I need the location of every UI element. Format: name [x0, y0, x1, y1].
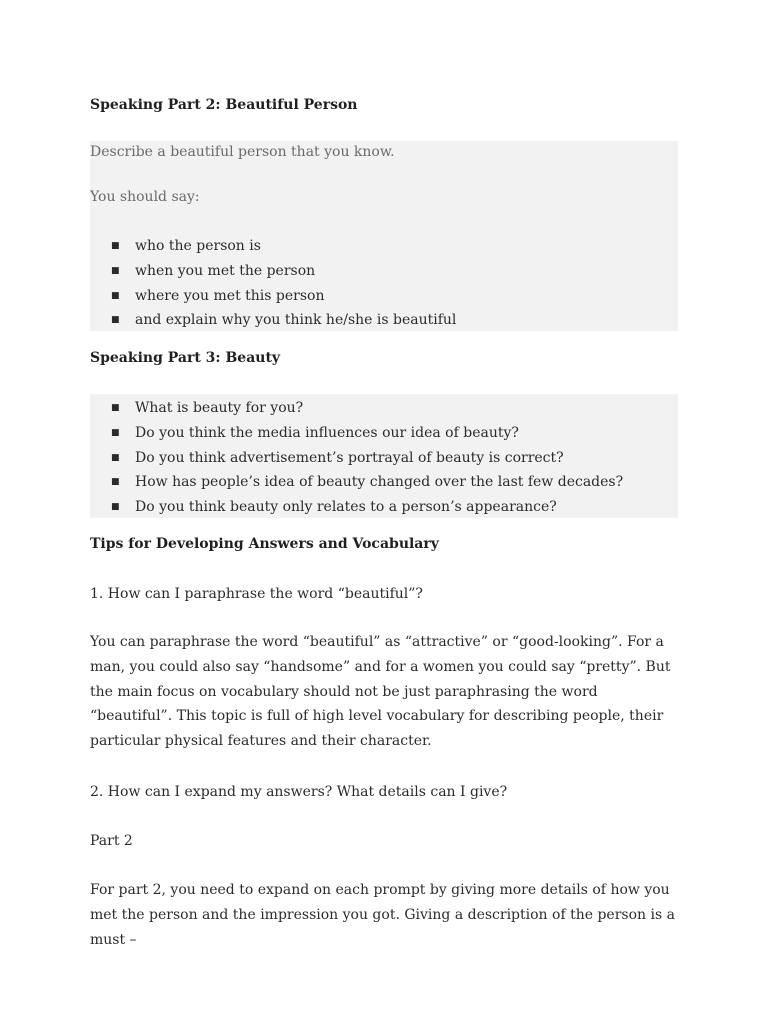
tips-answer-2: For part 2, you need to expand on each prompt by giving more details of how you met the person and the impression you got. Giving a description of the person is a must –	[90, 882, 675, 948]
tips-question-1: 1. How can I paraphrase the word “beautiful”?	[90, 586, 423, 602]
bullet-icon: ■	[111, 452, 120, 463]
list-item: ■ Do you think beauty only relates to a person’s appearance?	[90, 495, 623, 520]
list-item: ■ when you met the person	[90, 259, 456, 284]
bullet-icon: ■	[111, 427, 120, 438]
part3-question-box	[90, 394, 678, 518]
part2-label: Part 2	[90, 833, 133, 849]
part2-prompt: Describe a beautiful person that you know.	[90, 144, 395, 160]
bullet-icon: ■	[111, 502, 120, 513]
bullet-icon: ■	[111, 403, 120, 413]
list-item: ■ What is beauty for you?	[90, 396, 623, 421]
bullet-icon: ■	[111, 290, 120, 301]
list-item: ■ who the person is	[90, 234, 456, 259]
list-item: ■ How has people’s idea of beauty changed over the last few decades?	[90, 470, 623, 495]
list-item: ■ Do you think advertisement’s portrayal of beauty is correct?	[90, 446, 623, 471]
tips-question-2: 2. How can I expand my answers? What details can I give?	[90, 784, 508, 800]
bullet-icon: ■	[111, 265, 120, 276]
part3-bullet-list	[90, 396, 623, 520]
bullet-icon: ■	[111, 477, 120, 488]
bullet-icon: ■	[111, 315, 120, 326]
part2-bullet-list	[90, 234, 456, 333]
part2-heading: Speaking Part 2: Beautiful Person	[90, 97, 358, 113]
list-item: ■ and explain why you think he/she is beautiful	[90, 308, 456, 333]
part3-heading: Speaking Part 3: Beauty	[90, 350, 281, 366]
part2-cue-card	[90, 141, 678, 331]
list-item: ■ Do you think the media influences our idea of beauty?	[90, 421, 623, 446]
tips-answer-1: You can paraphrase the word “beautiful” as “attractive” or “good-looking”. For a man, you could also say “handsome” and for a women you could say “pretty”. But the main focus on vocabulary should not be just paraphrasing the word “beautiful”. This topic is full of high level vocabulary for describing people, their particular physical features and their character.	[90, 634, 671, 750]
list-item: ■ where you met this person	[90, 284, 456, 309]
tips-heading: Tips for Developing Answers and Vocabulary	[90, 536, 439, 552]
bullet-icon: ■	[111, 241, 120, 251]
part2-should-say: You should say:	[90, 189, 200, 205]
